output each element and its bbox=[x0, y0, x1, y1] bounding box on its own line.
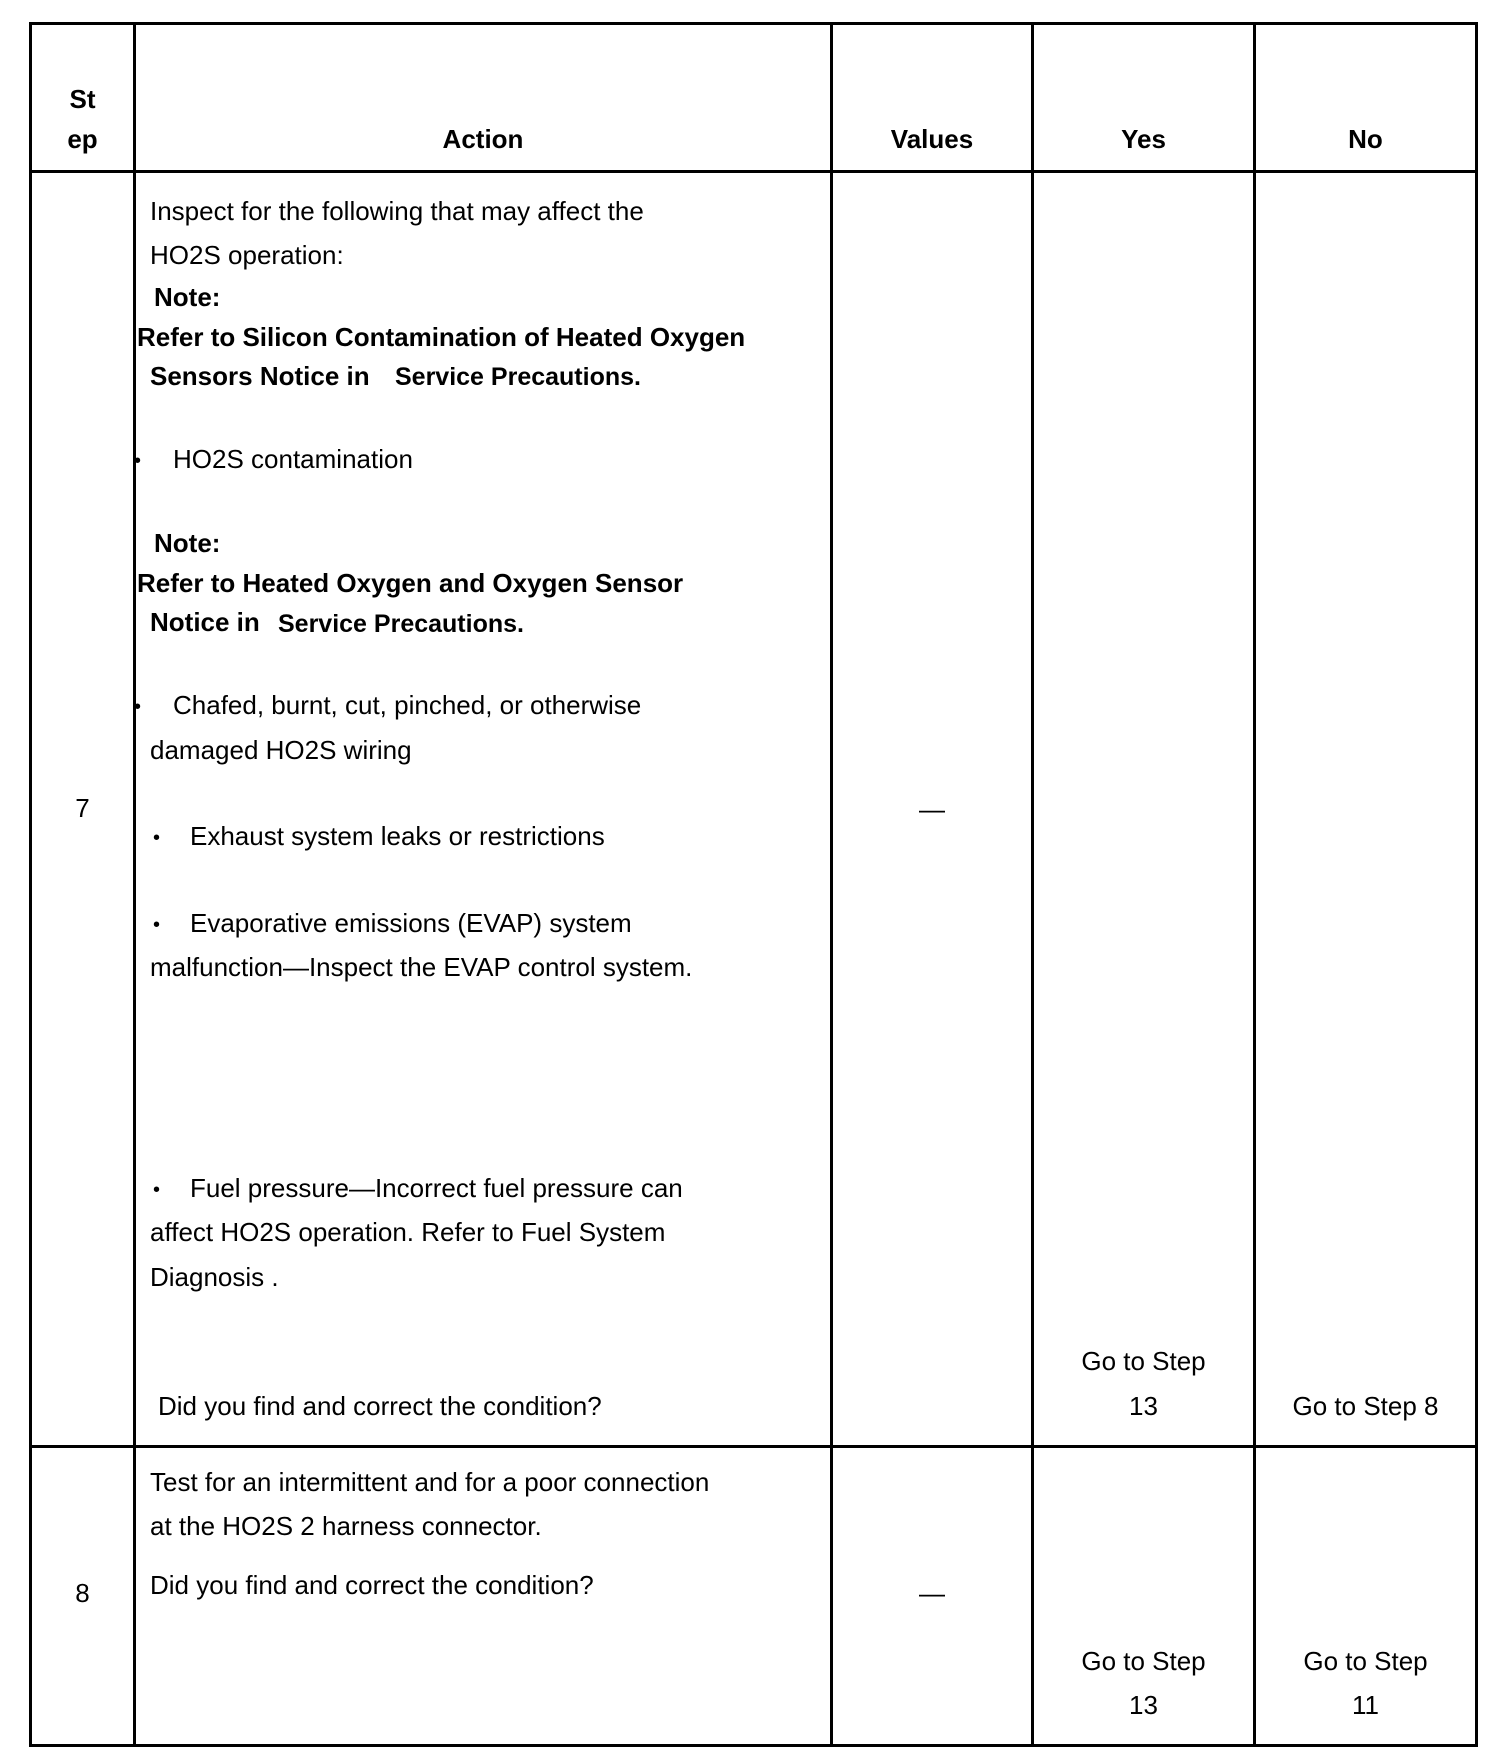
value-cell: — bbox=[919, 794, 945, 824]
question-text: Did you find and correct the condition? bbox=[158, 1391, 602, 1421]
bullet-icon: • bbox=[153, 914, 161, 936]
action-text: Test for an intermittent and for a poor connection bbox=[150, 1467, 710, 1497]
note-text: Refer to Silicon Contamination of Heated Oxygen bbox=[137, 322, 746, 352]
row-divider bbox=[29, 1445, 1478, 1448]
note-text: Sensors Notice in bbox=[150, 361, 370, 391]
bullet-text: Evaporative emissions (EVAP) system bbox=[190, 908, 632, 938]
no-go-to-step[interactable]: Go to Step 8 bbox=[1292, 1391, 1439, 1421]
action-text: HO2S operation: bbox=[150, 240, 344, 270]
bullet-text: malfunction—Inspect the EVAP control system. bbox=[150, 952, 693, 982]
bullet-icon: • bbox=[134, 450, 142, 472]
header-no: No bbox=[1348, 124, 1383, 154]
note-label: Note: bbox=[154, 282, 221, 312]
bullet-link[interactable]: Diagnosis . bbox=[150, 1262, 279, 1292]
bullet-icon: • bbox=[134, 696, 142, 718]
bullet-text: Chafed, burnt, cut, pinched, or otherwise bbox=[173, 690, 642, 720]
header-yes: Yes bbox=[1121, 124, 1166, 154]
header-step-line1: St bbox=[69, 84, 96, 114]
table-border-left bbox=[29, 22, 32, 1747]
question-text: Did you find and correct the condition? bbox=[150, 1570, 594, 1600]
step-number: 7 bbox=[75, 793, 90, 823]
bullet-text: HO2S contamination bbox=[173, 444, 413, 474]
yes-step-number[interactable]: 13 bbox=[1129, 1391, 1158, 1421]
table-border-top bbox=[29, 22, 1478, 25]
header-divider bbox=[29, 170, 1478, 173]
note-label: Note: bbox=[154, 528, 221, 558]
note-link[interactable]: Service Precautions. bbox=[395, 363, 641, 391]
bullet-text: damaged HO2S wiring bbox=[150, 735, 412, 765]
table-border-bottom bbox=[29, 1744, 1478, 1747]
step-number: 8 bbox=[75, 1578, 90, 1608]
yes-go-to-step[interactable]: Go to Step bbox=[1081, 1646, 1206, 1676]
no-step-number[interactable]: 11 bbox=[1352, 1690, 1379, 1720]
value-cell: — bbox=[919, 1578, 945, 1608]
header-action: Action bbox=[442, 124, 524, 154]
no-go-to-step[interactable]: Go to Step bbox=[1303, 1646, 1428, 1676]
table-border-right bbox=[1475, 22, 1478, 1747]
action-text: Inspect for the following that may affect the bbox=[150, 196, 644, 226]
bullet-text: affect HO2S operation. Refer to Fuel System bbox=[150, 1217, 666, 1247]
bullet-icon: • bbox=[153, 827, 161, 849]
bullet-text: Exhaust system leaks or restrictions bbox=[190, 821, 605, 851]
col-divider-values bbox=[1031, 22, 1034, 1747]
header-step-line2: ep bbox=[67, 124, 98, 154]
note-text: Notice in bbox=[150, 607, 260, 637]
yes-go-to-step[interactable]: Go to Step bbox=[1081, 1346, 1206, 1376]
yes-step-number[interactable]: 13 bbox=[1129, 1690, 1158, 1720]
col-divider-yes bbox=[1253, 22, 1256, 1747]
note-text: Refer to Heated Oxygen and Oxygen Sensor bbox=[137, 568, 684, 598]
bullet-text: Fuel pressure—Incorrect fuel pressure can bbox=[190, 1173, 683, 1203]
action-text: at the HO2S 2 harness connector. bbox=[150, 1511, 542, 1541]
col-divider-step bbox=[133, 22, 136, 1747]
header-values: Values bbox=[890, 124, 974, 154]
bullet-icon: • bbox=[153, 1179, 161, 1201]
col-divider-action bbox=[830, 22, 833, 1747]
note-link[interactable]: Service Precautions. bbox=[278, 610, 524, 638]
